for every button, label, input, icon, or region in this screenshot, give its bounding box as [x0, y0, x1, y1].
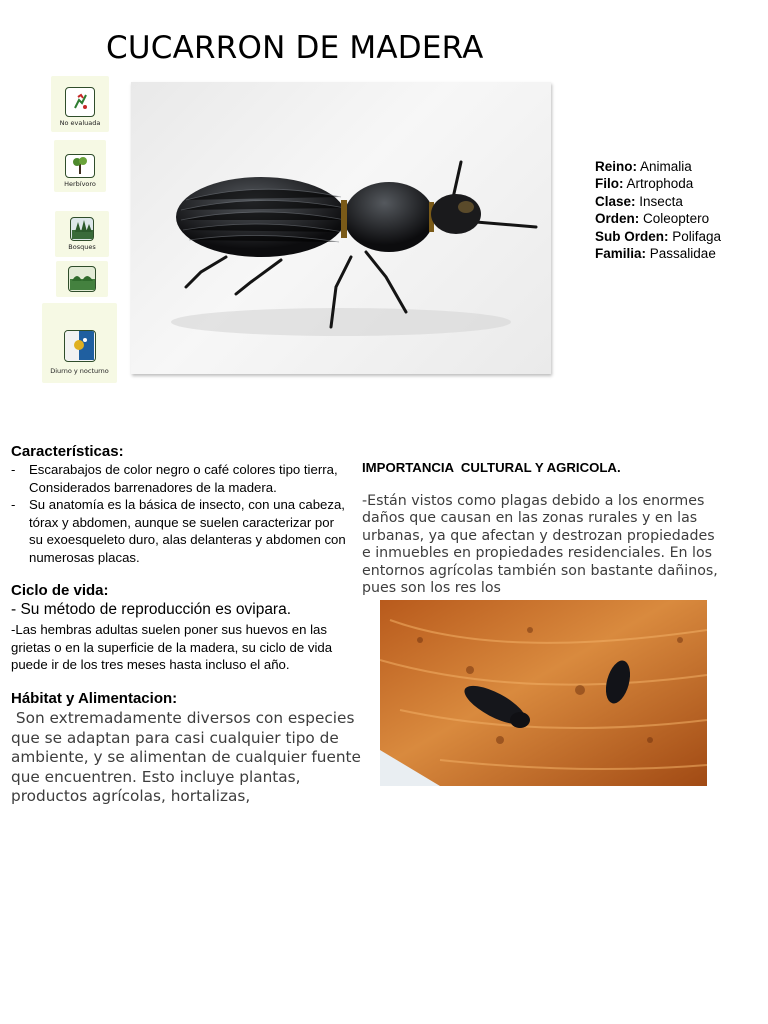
icon-caption: Bosques — [68, 243, 96, 251]
taxonomy-value: Insecta — [639, 193, 683, 209]
taxonomy-value: Animalia — [640, 159, 692, 174]
taxonomy-label: Sub Orden: — [595, 228, 669, 244]
diurno-nocturno-icon — [64, 330, 96, 362]
list-item-text: Su anatomía es la básica de insecto, con una cabeza, tórax y abdomen, aunque se suelen caracterizar por su exoesqueleto duro, alas delanteras y abdomen con numerosas placas. — [29, 497, 346, 565]
beetle-photo — [131, 82, 551, 374]
icon-tile-herbivoro — [54, 140, 106, 192]
ciclo-line: - Su método de reproducción es ovipara. — [11, 601, 292, 618]
habitat-heading: Hábitat y Alimentacion: — [11, 690, 178, 707]
icon-tile-bosques — [55, 211, 109, 257]
no-evaluada-icon — [65, 87, 95, 117]
importancia-heading: IMPORTANCIA CULTURAL Y AGRICOLA. — [362, 460, 621, 475]
icon-caption: Herbívoro — [64, 180, 96, 188]
taxonomy-value: Polifaga — [672, 228, 722, 244]
herbivoro-icon — [65, 154, 95, 178]
taxonomy-label: Familia: — [595, 246, 647, 262]
taxonomy-value: Passalidae — [649, 246, 716, 262]
taxonomy-row — [595, 175, 721, 192]
wood-beetles-photo — [380, 600, 707, 786]
icon-caption: No evaluada — [59, 119, 101, 127]
icon-tile-no-evaluada — [51, 76, 109, 132]
list-dash: - — [11, 497, 16, 512]
taxonomy-label: Orden: — [595, 211, 640, 227]
taxonomy-value: Coleoptero — [643, 211, 710, 227]
taxonomy-label: Clase: — [595, 193, 636, 209]
taxonomy-row — [595, 210, 721, 227]
caracteristicas-list — [11, 461, 346, 566]
list-item — [11, 461, 346, 496]
list-dash: - — [11, 462, 16, 477]
taxonomy-label: Filo: — [595, 176, 624, 192]
taxonomy-row — [595, 193, 721, 210]
terrestre-icon — [68, 266, 96, 292]
list-item-text: Escarabajos de color negro o café colores tipo tierra, Considerados barrenadores de la madera. — [29, 462, 338, 495]
habitat-text: Son extremadamente diversos con especies que se adaptan para casi cualquier tipo de ambiente, y se alimentan de cualquier fuente que encuentren. Esto incluye plantas, productos agrícolas, hortalizas, — [11, 709, 366, 805]
importancia-text: -Están vistos como plagas debido a los enormes daños que causan en las zonas rurales y en las urbanas, ya que afectan y destrozan propiedades e inmuebles en propiedades residenciales. En los entornos agrícolas también son bastante dañinos, pues son los res los — [362, 493, 718, 597]
ciclo-heading: Ciclo de vida: — [11, 582, 109, 599]
ciclo-text: -Las hembras adultas suelen poner sus huevos en las grietas o en la superficie de la madera, su ciclo de vida puede ir de los tres meses hasta incluso el año. — [11, 622, 333, 672]
taxonomy-row — [595, 245, 721, 262]
caracteristicas-heading: Características: — [11, 443, 124, 460]
icon-tile-terrestre — [56, 261, 108, 297]
bosques-icon — [70, 217, 94, 241]
taxonomy-list — [595, 158, 721, 262]
taxonomy-row — [595, 158, 721, 175]
taxonomy-value: Artrophoda — [626, 176, 694, 192]
icon-tile-diurno-nocturno — [42, 303, 117, 383]
page-title: CUCARRON DE MADERA — [106, 30, 484, 66]
icon-caption: Diurno y nocturno — [50, 367, 109, 375]
taxonomy-label: Reino: — [595, 159, 637, 174]
taxonomy-row — [595, 228, 721, 245]
list-item — [11, 496, 346, 566]
